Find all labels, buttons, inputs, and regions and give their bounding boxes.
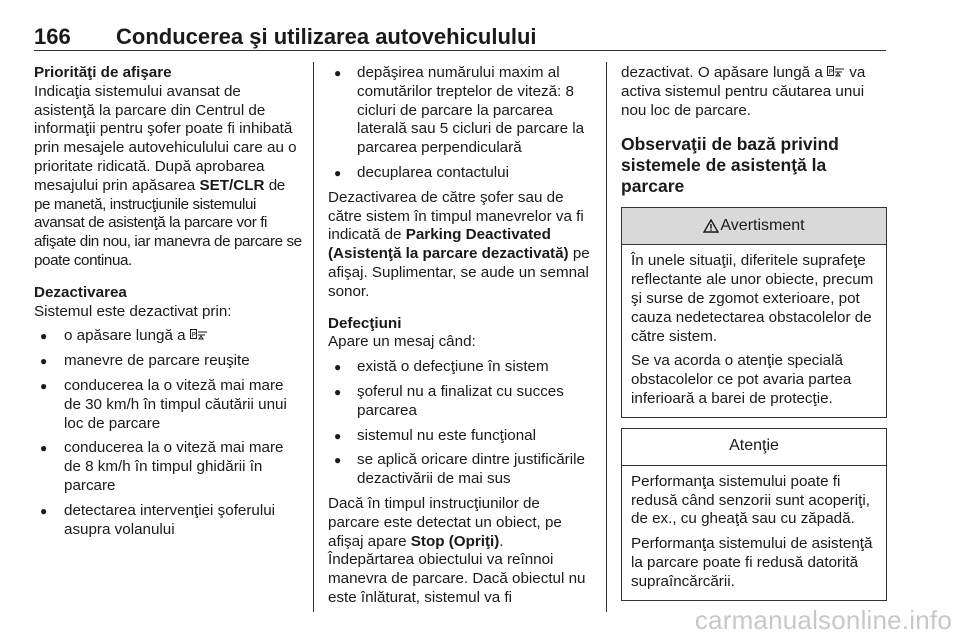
- list-item: ● detectarea intervenţiei şoferului asupra volanului: [34, 502, 302, 540]
- warning-triangle-icon: [703, 219, 719, 233]
- caution-box-body: [622, 466, 886, 600]
- column-1: [34, 64, 302, 539]
- page-title: Conducerea şi utilizarea autovehiculului: [116, 24, 537, 49]
- column-2: [328, 64, 594, 608]
- list-item: ● depăşirea numărului maxim al comutărilor treptelor de viteză: 8 cicluri de parcare la parcarea laterală sau 5 cicluri de parcare la parcarea perpendiculară: [328, 64, 594, 158]
- warning-box-header: [622, 208, 886, 245]
- paragraph-object-detected: Dacă în timpul instrucţiunilor de parcare este detectat un obiect, pe afişaj apare Stop (Opriţi).: [328, 494, 562, 550]
- warning-box: [621, 207, 887, 417]
- paragraph-deactivation: Sistemul este dezactivat prin:: [34, 302, 232, 320]
- paragraph-reactivation: dezactivat. O apăsare lungă a P va activa sistemul pentru căutarea unui nou loc de parcare.: [621, 64, 866, 119]
- parking-deactivated-label: Parking Deactivated (Asistenţă la parcare dezactivată): [328, 226, 569, 263]
- column-3: [621, 64, 887, 601]
- list-item: ● conducerea la o viteză mai mare de 30 km/h în timpul căutării unui loc de parcare: [34, 377, 302, 433]
- set-clr-label: SET/CLR: [199, 176, 265, 194]
- caution-box-header: [622, 429, 886, 466]
- header-rule: [34, 50, 886, 51]
- column-divider-1: [313, 62, 314, 612]
- warning-title: Avertisment: [720, 216, 805, 234]
- caution-title: Atenţie: [729, 437, 779, 455]
- list-item: ● decuplarea contactului: [328, 164, 594, 183]
- warning-paragraph: Se va acorda o atenţie specială obstacolelor ce pot avaria partea inferioară a barei de protecţie.: [631, 352, 852, 407]
- heading-display-priorities: Priorităţi de afişare: [34, 64, 172, 81]
- svg-text:P: P: [828, 68, 833, 76]
- paragraph-deactivation-indication: Dezactivarea de către şofer sau de către sistem în timpul manevrelor va fi indicată de Parking Deactivated (Asistenţă la parcare dezactivată) pe afişaj. Suplimentar, se aude un semnal sonor.: [328, 188, 590, 300]
- warning-paragraph: În unele situaţii, diferitele suprafeţe reflectante ale unor obiecte, precum şi surse de zgomot exterioare, pot cauza nedetectarea obstacolelor de către sistem.: [631, 252, 874, 345]
- list-item: ● o apăsare lungă a P: [34, 327, 302, 346]
- paragraph-display-priorities: Indicaţia sistemului avansat de asistenţă la parcare din Centrul de informaţii pentru şofer poate fi inhibată prin mesajele autovehiculului care au o prioritate ridicată. După aprobarea mesajului prin apăsarea SET/CLR de pe manetă, instrucţiunile sistemului avansat de asistenţă la parcare vor fi afişate din nou, iar manevra de parcare se poate continua.: [34, 82, 302, 269]
- list-item: ● şoferul nu a finalizat cu succes parcarea: [328, 383, 594, 421]
- parking-assist-icon: [827, 66, 845, 78]
- list-item: ● sistemul nu este funcţional: [328, 427, 594, 446]
- list-item: ● manevre de parcare reuşite: [34, 352, 302, 371]
- paragraph-object-removal: Îndepărtarea obiectului va reînnoi manevra de parcare. Dacă obiectul nu este înlăturat, sistemul va fi: [328, 551, 586, 606]
- page-number: 166: [34, 24, 71, 49]
- deactivation-list-continued: [328, 64, 594, 183]
- caution-paragraph: Performanţa sistemului de asistenţă la parcare poate fi redusă datorită supraîncărcării.: [631, 535, 873, 590]
- list-item: ● se aplică oricare dintre justificările dezactivării de mai sus: [328, 451, 594, 489]
- page-header: [34, 24, 886, 56]
- parking-assist-icon: [190, 329, 208, 341]
- column-divider-2: [606, 62, 607, 612]
- paragraph-faults: Apare un mesaj când:: [328, 333, 476, 351]
- faults-list: [328, 358, 594, 489]
- list-item: ● conducerea la o viteză mai mare de 8 km/h în timpul ghidării în parcare: [34, 439, 302, 495]
- caution-box: [621, 428, 887, 601]
- svg-text:P: P: [191, 331, 196, 340]
- stop-label: Stop (Opriţi): [410, 532, 500, 550]
- watermark: carmanualsonline.info: [694, 605, 952, 635]
- heading-faults: Defecţiuni: [328, 314, 402, 332]
- list-item: ● există o defecţiune în sistem: [328, 358, 594, 377]
- warning-box-body: [622, 245, 886, 416]
- subheading-basic-notes: Observaţii de bază privind sistemele de asistenţă la parcare: [621, 134, 839, 197]
- caution-paragraph: Performanţa sistemului poate fi redusă când senzorii sunt acoperiţi, de ex., cu gheaţă sau cu zăpadă.: [631, 472, 870, 528]
- deactivation-list: [34, 327, 302, 539]
- heading-deactivation: Dezactivarea: [34, 283, 127, 301]
